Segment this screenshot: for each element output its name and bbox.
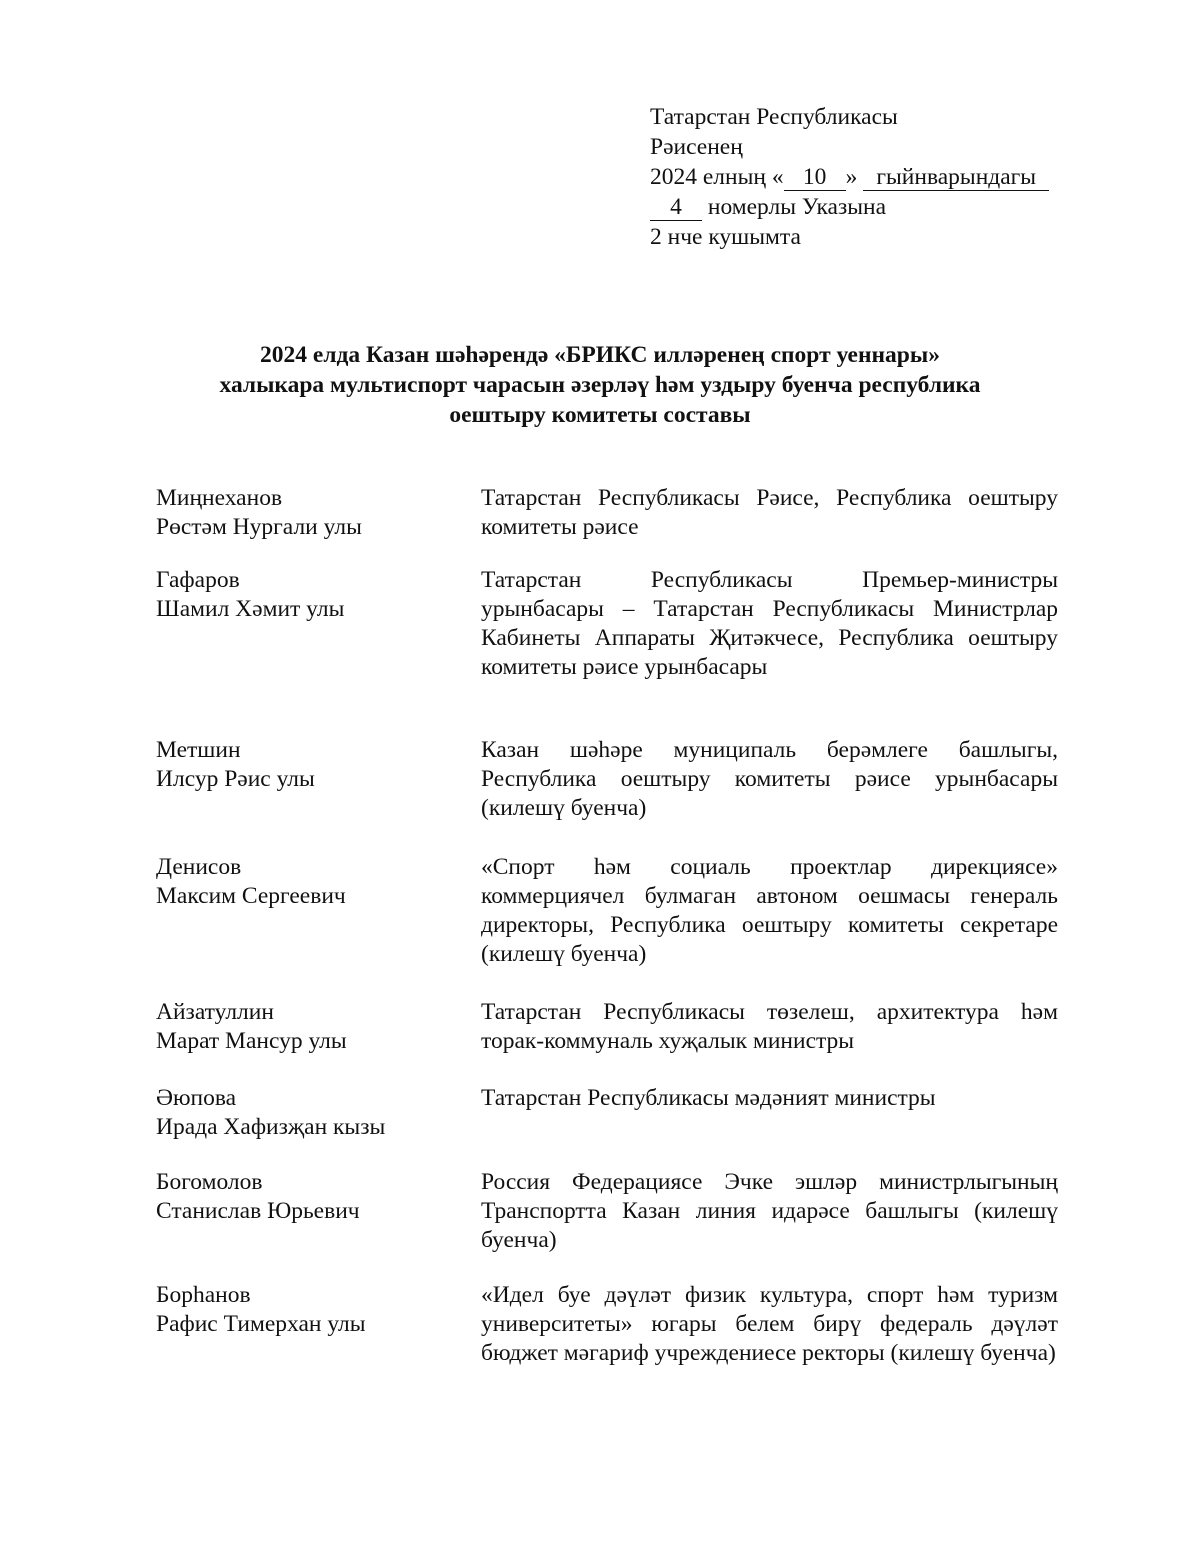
member-role: Татарстан Республикасы мәдәният министры (481, 1085, 936, 1111)
member-role: Татарстан Республикасы төзелеш, архитектура һәм торак-коммуналь хуҗалык министры (481, 999, 1058, 1054)
member-surname: Гафаров (156, 567, 240, 593)
appendix-number: 4 (650, 194, 702, 221)
member-given-name: Рафис Тимерхан улы (156, 1311, 366, 1337)
appendix-day: 10 (784, 164, 846, 191)
title-line-3: оештыру комитеты составы (449, 402, 751, 428)
member-surname: Борһанов (156, 1282, 251, 1308)
member-given-name: Илсур Рәис улы (156, 766, 315, 792)
member-role: «Идел буе дәүләт физик культура, спорт һәм туризм университеты» югары белем бирү федераль дәүләт бюджет мәгариф учреждениесе ректоры (килешү буенча) (481, 1282, 1058, 1366)
member-given-name: Рөстәм Нургали улы (156, 514, 362, 540)
member-role: Казан шәһәре муниципаль берәмлеге башлыгы, Республика оештыру комитеты рәисе урынбасары (килешү буенча) (481, 737, 1058, 821)
title-line-1: 2024 елда Казан шәһәрендә «БРИКС илләренең спорт уеннары» (260, 342, 940, 368)
member-name (156, 1281, 456, 1339)
appendix-line-1: Татарстан Республикасы (650, 104, 898, 130)
member-surname: Богомолов (156, 1169, 263, 1195)
appendix-line-5: 2 нче кушымта (650, 224, 801, 250)
member-surname: Айзатуллин (156, 999, 274, 1025)
member-role: «Спорт һәм социаль проектлар дирекциясе» коммерциячел булмаган автоном оешмасы генераль директоры, Республика оештыру комитеты секретаре (килешү буенча) (481, 854, 1058, 967)
member-given-name: Ирада Хафизҗан кызы (156, 1114, 386, 1140)
member-given-name: Станислав Юрьевич (156, 1198, 360, 1224)
appendix-day-close: » (845, 164, 858, 190)
appendix-year-prefix: 2024 елның « (650, 164, 784, 190)
appendix-number-suffix: номерлы Указына (707, 194, 887, 220)
member-name (156, 566, 456, 624)
member-surname: Метшин (156, 737, 241, 763)
member-given-name: Максим Сергеевич (156, 883, 346, 909)
member-surname: Әюпова (156, 1085, 237, 1111)
member-given-name: Марат Мансур улы (156, 1028, 347, 1054)
member-name (156, 1084, 456, 1142)
title-line-2: халыкара мультиспорт чарасын әзерләү һәм уздыру буенча республика (219, 372, 981, 398)
member-surname: Денисов (156, 854, 242, 880)
member-surname: Миңнеханов (156, 485, 283, 511)
member-name (156, 1168, 456, 1226)
member-role: Татарстан Республикасы Премьер-министры урынбасары – Татарстан Республикасы Министрлар Кабинеты Аппараты Җитәкчесе, Республика оештыру комитеты рәисе урынбасары (481, 567, 1058, 680)
appendix-month: гыйнварындагы (863, 164, 1049, 191)
member-name (156, 736, 456, 794)
member-role: Татарстан Республикасы Рәисе, Республика оештыру комитеты рәисе (481, 485, 1058, 540)
member-name (156, 998, 456, 1056)
member-name (156, 484, 456, 542)
member-role: Россия Федерациясе Эчке эшләр министрлыгының Транспортта Казан линия идарәсе башлыгы (килешү буенча) (481, 1169, 1058, 1253)
member-given-name: Шамил Хәмит улы (156, 596, 345, 622)
appendix-line-2: Рәисенең (650, 134, 743, 160)
member-name (156, 853, 456, 911)
